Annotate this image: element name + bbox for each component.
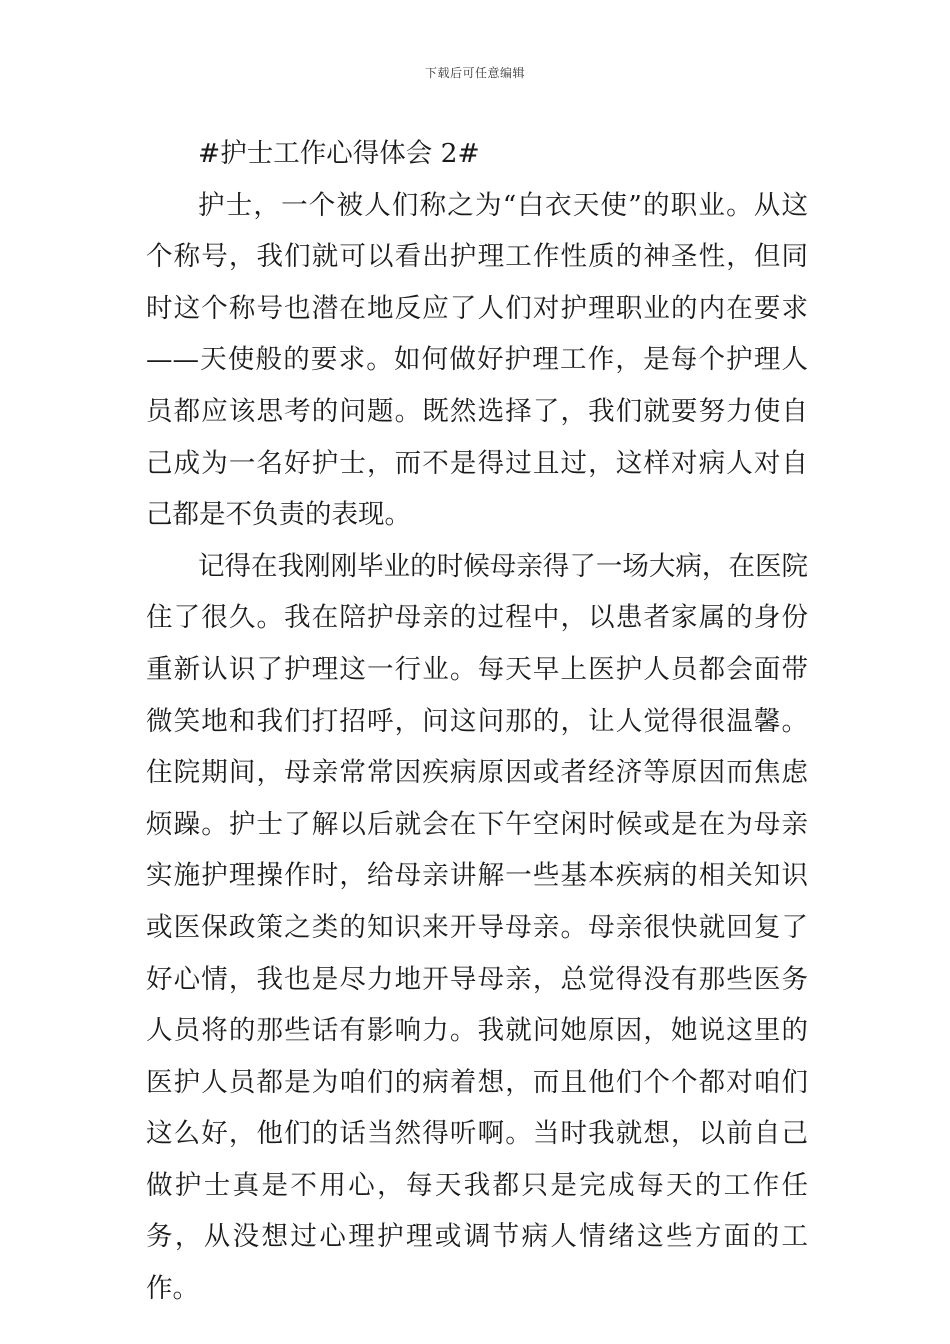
page-header-note: 下载后可任意编辑 bbox=[424, 66, 525, 80]
article-title: #护士工作心得体会 2# bbox=[198, 138, 480, 169]
paragraph-2: 记得在我刚刚毕业的时候母亲得了一场大病，在医院住了很久。我在陪护母亲的过程中，以患者家属的身份重新认识了护理这一行业。每天早上医护人员都会面带微笑地和我们打招呼，问这问那的，让人觉得很温馨。住院期间，母亲常常因疾病原因或者经济等原因而焦虑烦躁。护士了解以后就会在下午空闲时候或是在为母亲实施护理操作时，给母亲讲解一些基本疾病的相关知识或医保政策之类的知识来开导母亲。母亲很快就回复了好心情，我也是尽力地开导母亲，总觉得没有那些医务人员将的那些话有影响力。我就问她原因，她说这里的医护人员都是为咱们的病着想，而且他们个个都对咱们这么好，他们的话当然得听啊。当时我就想，以前自己做护士真是不用心，每天我都只是完成每天的工作任务，从没想过心理护理或调节病人情绪这些方面的工作。 bbox=[146, 550, 808, 1305]
article-body bbox=[146, 128, 808, 1315]
paragraph-1: 护士，一个被人们称之为“白衣天使”的职业。从这个称号，我们就可以看出护理工作性质的神圣性，但同时这个称号也潜在地反应了人们对护理职业的内在要求——天使般的要求。如何做好护理工作，是每个护理人员都应该思考的问题。既然选择了，我们就要努力使自己成为一名好护士，而不是得过且过，这样对病人对自己都是不负责的表现。 bbox=[146, 189, 808, 531]
